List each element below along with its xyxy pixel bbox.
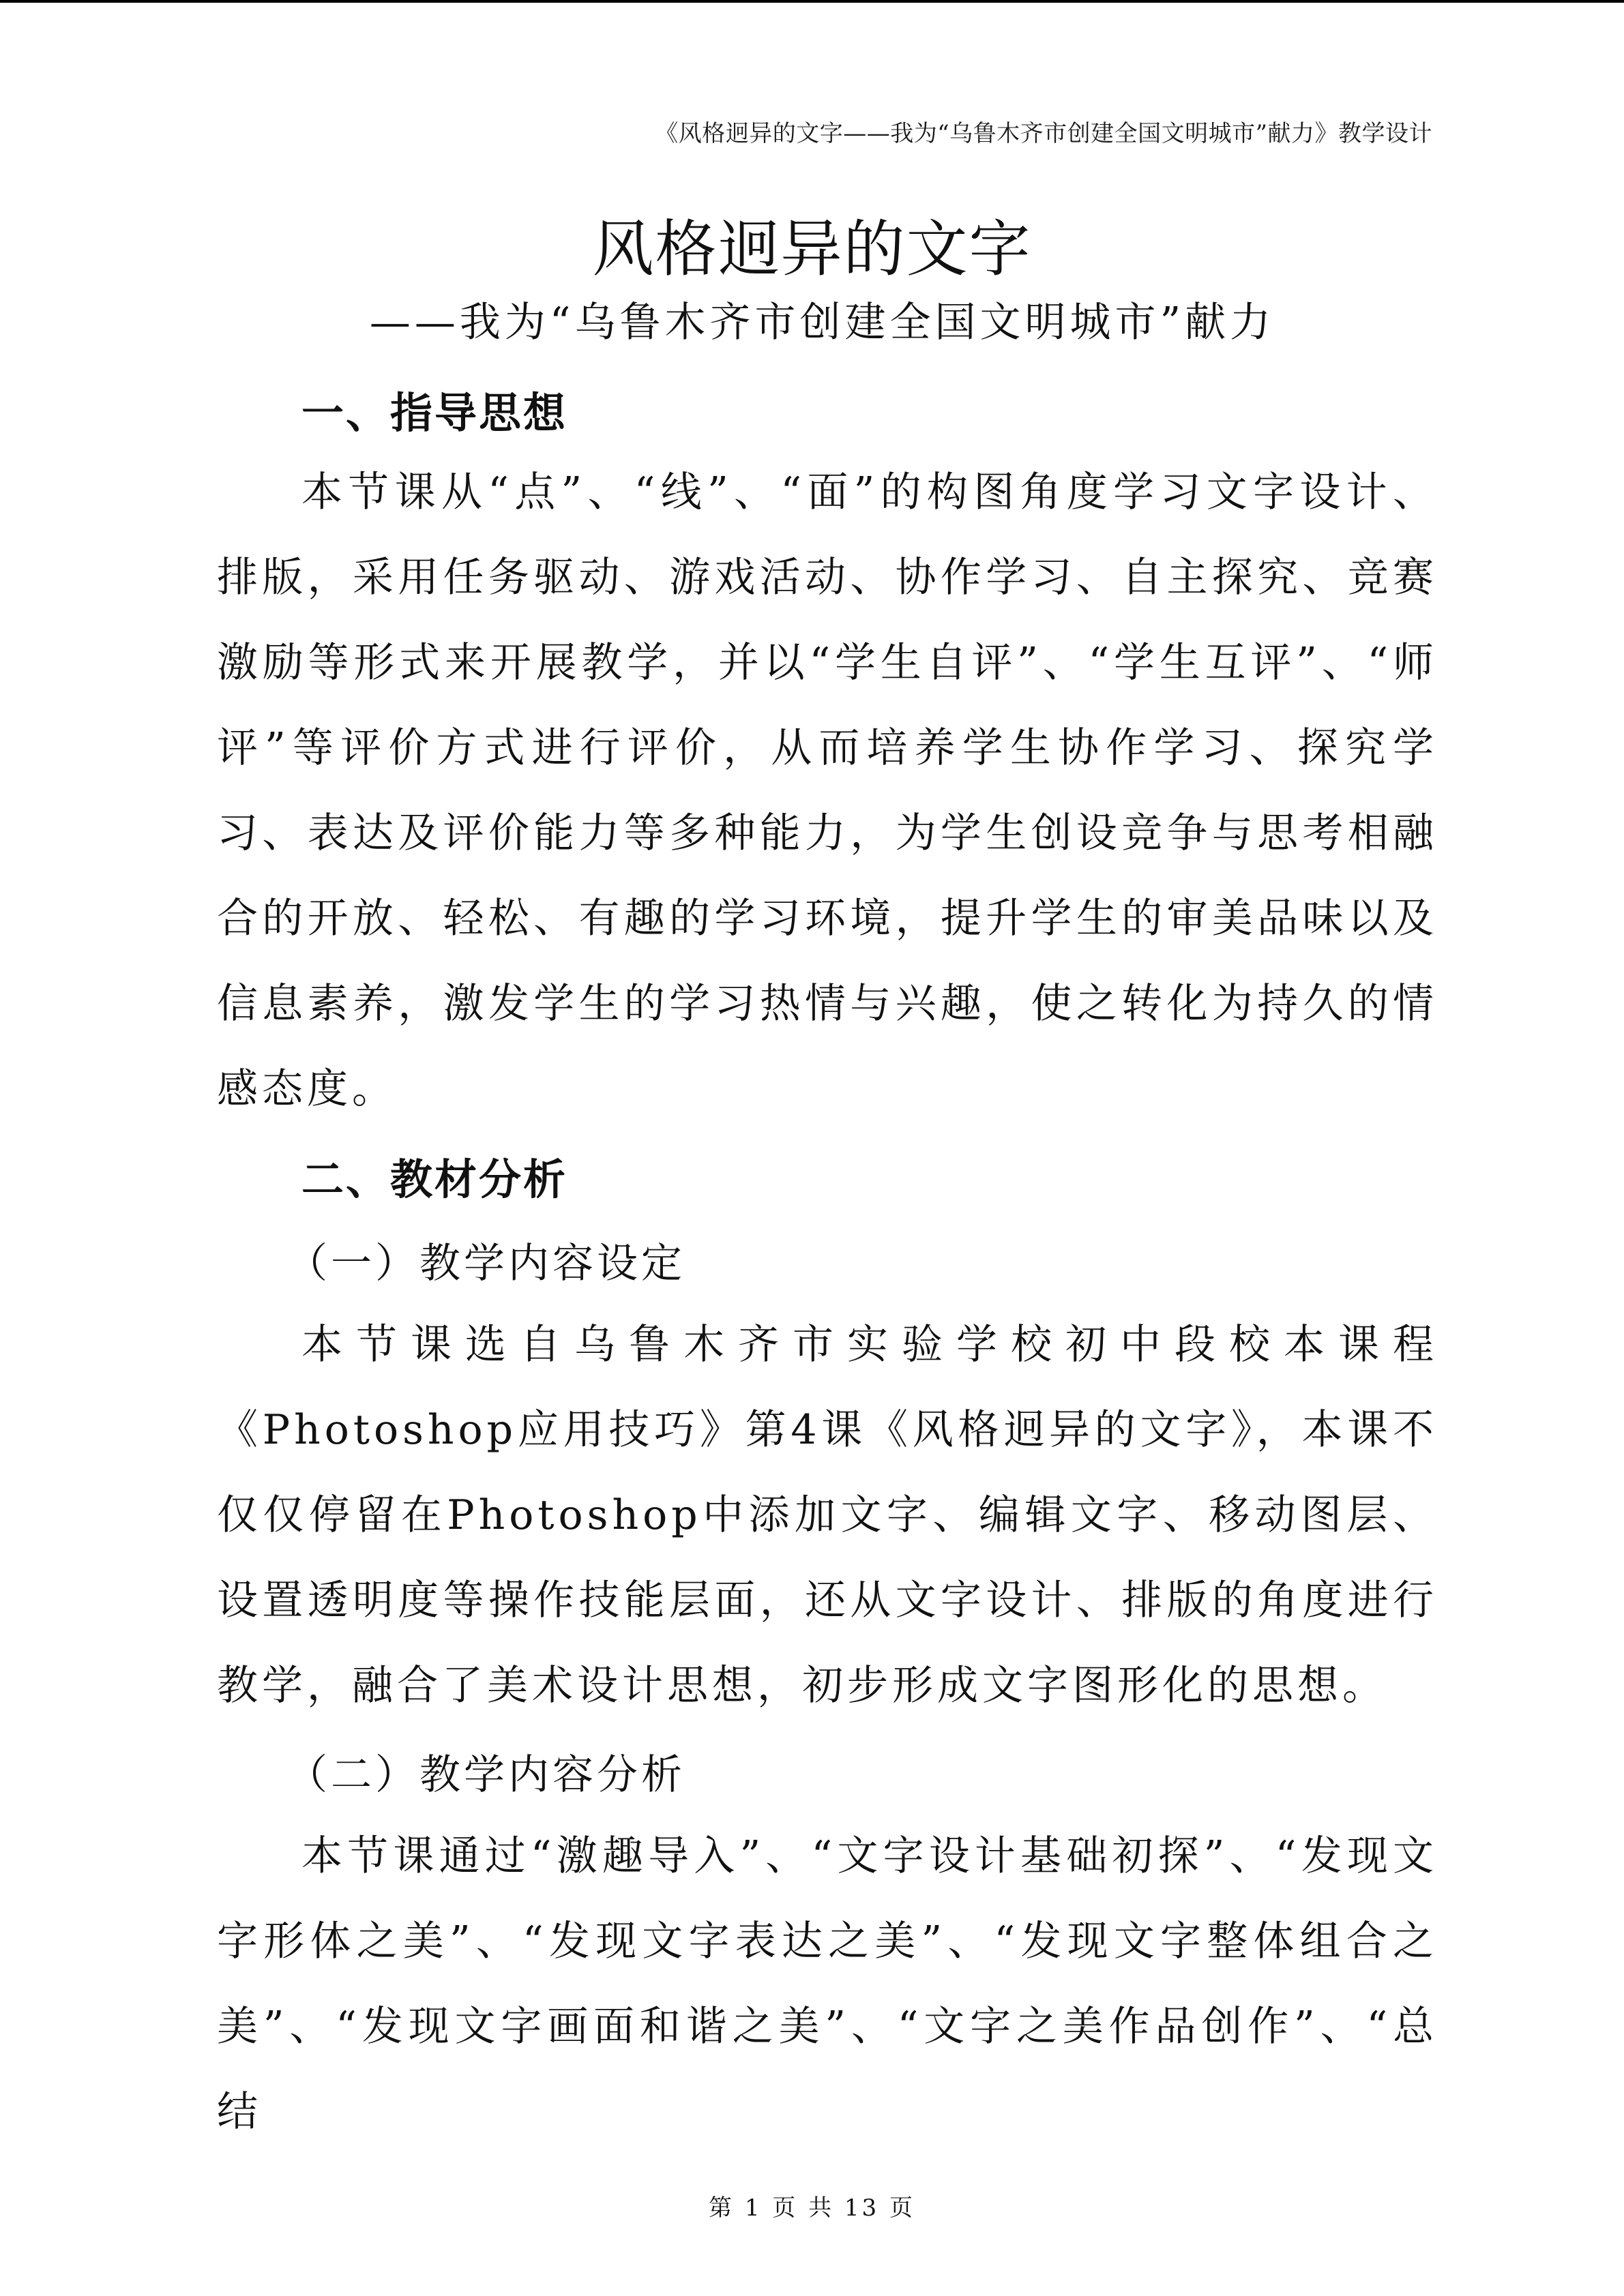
page-top-border <box>0 0 1624 3</box>
running-header: 《风格迥异的文字——我为“乌鲁木齐市创建全国文明城市”献力》教学设计 <box>655 120 1432 147</box>
paragraph-content-setting: 本节课选自乌鲁木齐市实验学校初中段校本课程《Photoshop应用技巧》第4课《风格迥异的文字》，本课不仅仅停留在Photoshop中添加文字、编辑文字、移动图层、设置透明度等操作技能层面，还从文字设计、排版的角度进行教学，融合了美术设计思想，初步形成文字图形化的思想。 <box>217 1321 1438 1710</box>
subheading-content-analysis: （二）教学内容分析 <box>286 1751 685 1799</box>
subheading-content-setting: （一）教学内容设定 <box>286 1240 685 1287</box>
section-heading-guiding-ideology: 一、指导思想 <box>301 388 568 438</box>
paragraph-guiding-ideology: 本节课从“点”、“线”、“面”的构图角度学习文字设计、排版，采用任务驱动、游戏活动、协作学习、自主探究、竞赛激励等形式来开展教学，并以“学生自评”、“学生互评”、“师评”等评价方式进行评价，从而培养学生协作学习、探究学习、表达及评价能力等多种能力，为学生创设竞争与思考相融合的开放、轻松、有趣的学习环境，提升学生的审美品味以及信息素养，激发学生的学习热情与兴趣，使之转化为持久的情感态度。 <box>217 468 1438 1113</box>
page-number-footer: 第 1 页 共 13 页 <box>709 2194 915 2222</box>
document-title: 风格迥异的文字 <box>592 213 1032 285</box>
paragraph-content-analysis: 本节课通过“激趣导入”、“文字设计基础初探”、“发现文字形体之美”、“发现文字表达之美”、“发现文字整体组合之美”、“发现文字画面和谐之美”、“文字之美作品创作”、“总结 <box>217 1832 1438 2136</box>
section-heading-material-analysis: 二、教材分析 <box>301 1154 568 1204</box>
document-subtitle: ——我为“乌鲁木齐市创建全国文明城市”献力 <box>369 299 1275 346</box>
